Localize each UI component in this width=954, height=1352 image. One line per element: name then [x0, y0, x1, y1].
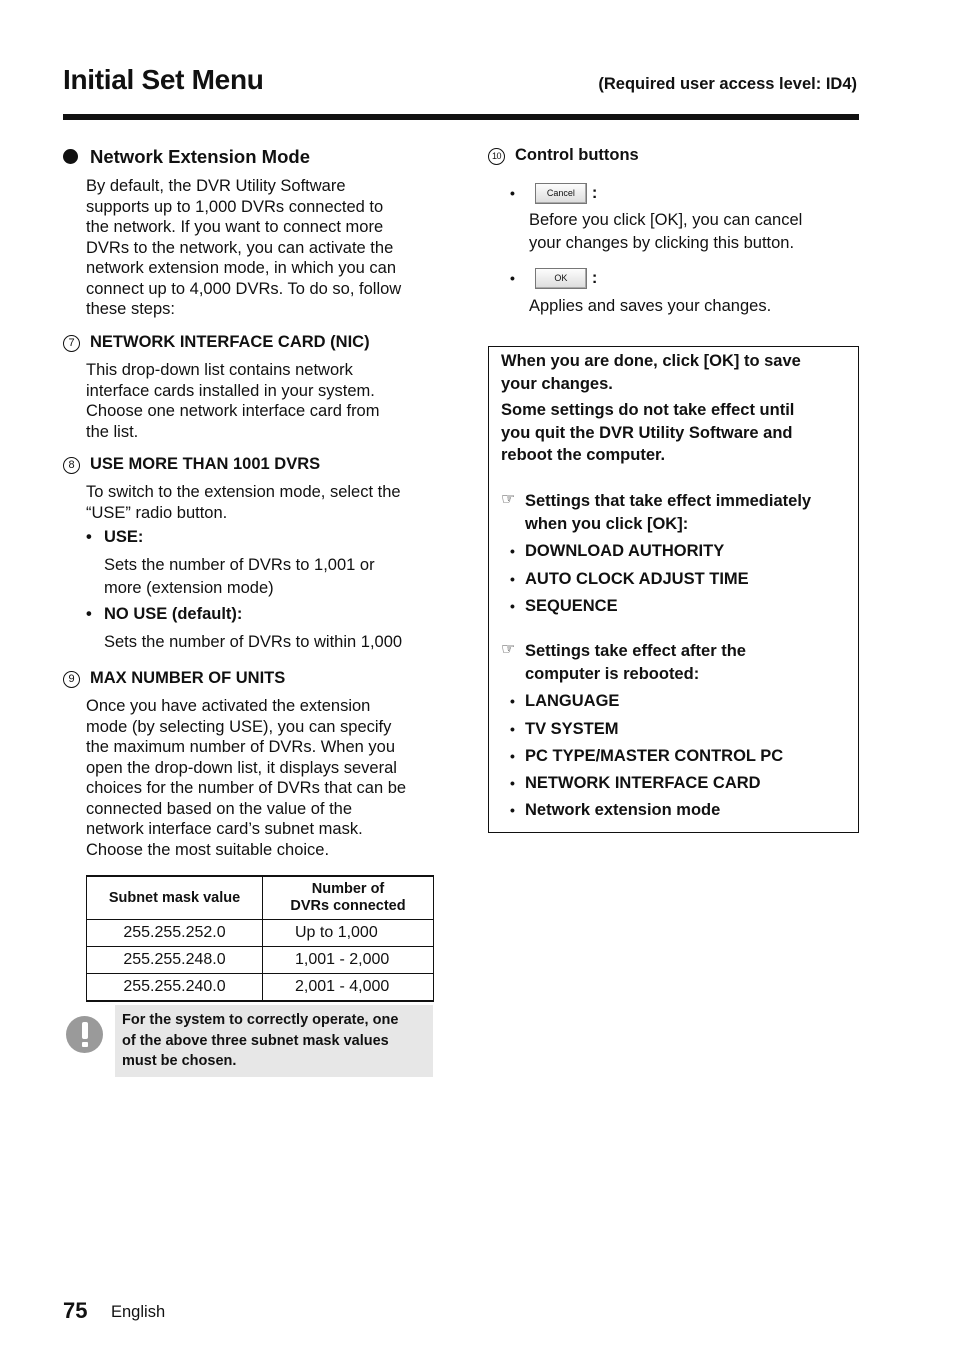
intro-paragraph: By default, the DVR Utility Software supports up to 1,000 DVRs connected to the network. If you want to connect more DVRs to the network, you can activate the network extension mode, in which you can connect up to 4,000 DVRs. To do so, follow these steps: — [86, 177, 402, 318]
ok-button[interactable]: OK — [535, 268, 587, 289]
list-item: • DOWNLOAD AUTHORITY — [510, 542, 725, 560]
table-cell-mask: 255.255.248.0 — [87, 947, 263, 974]
control-buttons-heading: 10 Control buttons — [488, 146, 639, 165]
table-cell-count: 2,001 - 4,000 — [263, 974, 434, 1002]
caution-icon — [66, 1016, 103, 1053]
pointing-hand-icon: ☞ — [501, 641, 516, 658]
table-row — [87, 920, 434, 947]
table-row — [87, 947, 434, 974]
footer-language: English — [111, 1303, 166, 1321]
page-number: 75 — [63, 1298, 88, 1323]
list-item: • NETWORK INTERFACE CARD — [510, 774, 761, 792]
section-7-text: This drop-down list contains network interface cards installed in your system. Choose one network interface card from the list. — [86, 361, 380, 441]
reboot-heading: Settings take effect after the computer is rebooted: — [525, 642, 746, 683]
caution-note: For the system to correctly operate, one of the above three subnet mask values must be chosen. — [115, 1005, 433, 1077]
page-title: Initial Set Menu — [63, 64, 264, 95]
header-rule — [63, 114, 859, 120]
cancel-button[interactable]: Cancel — [535, 183, 587, 204]
subnet-mask-table — [86, 875, 434, 1002]
nouse-option-label: • NO USE (default): — [86, 605, 243, 623]
use-option-text: Sets the number of DVRs to 1,001 or more (extension mode) — [104, 556, 375, 597]
ok-item: • OK : — [510, 268, 597, 289]
cancel-description: Before you click [OK], you can cancel your changes by clicking this button. — [529, 211, 803, 252]
table-cell-mask: 255.255.252.0 — [87, 920, 263, 947]
section-7-heading: 7 NETWORK INTERFACE CARD (NIC) — [63, 333, 370, 352]
number-9-icon: 9 — [63, 671, 80, 688]
access-level: (Required user access level: ID4) — [598, 75, 857, 93]
list-item: • AUTO CLOCK ADJUST TIME — [510, 570, 749, 588]
table-row — [87, 974, 434, 1002]
list-item: • PC TYPE/MASTER CONTROL PC — [510, 747, 784, 765]
number-8-icon: 8 — [63, 457, 80, 474]
bullet-dot-icon — [63, 149, 78, 164]
table-cell-count: 1,001 - 2,000 — [263, 947, 434, 974]
list-item: • SEQUENCE — [510, 597, 618, 615]
cancel-item: • Cancel : — [510, 183, 597, 204]
note-reboot-warning: Some settings do not take effect until you quit the DVR Utility Software and reboot the computer. — [501, 401, 795, 464]
number-7-icon: 7 — [63, 335, 80, 352]
list-item: • Network extension mode — [510, 801, 721, 819]
pointing-hand-icon: ☞ — [501, 491, 516, 508]
table-header-subnet: Subnet mask value — [87, 876, 263, 920]
nouse-option-text: Sets the number of DVRs to within 1,000 — [104, 633, 403, 651]
use-option-label: • USE: — [86, 528, 144, 546]
table-cell-count: Up to 1,000 — [263, 920, 434, 947]
section-9-heading: 9 MAX NUMBER OF UNITS — [63, 669, 285, 688]
list-item: • TV SYSTEM — [510, 720, 619, 738]
section-9-text: Once you have activated the extension mode (by selecting USE), you can specify the maximum number of DVRs. When you open the drop-down list, it displays several choices for the number of DVRs that can be connected based on the value of the network interface card’s subnet mask. Choose the most suitable choice. — [86, 697, 407, 859]
immediate-heading: Settings that take effect immediately when you click [OK]: — [525, 492, 812, 533]
number-10-icon: 10 — [488, 148, 505, 165]
table-header-row — [87, 876, 434, 920]
mode-heading: Network Extension Mode — [63, 146, 310, 168]
table-header-dvrs: Number of DVRs connected — [263, 876, 434, 920]
list-item: • LANGUAGE — [510, 692, 620, 710]
section-8-text: To switch to the extension mode, select the “USE” radio button. — [86, 483, 401, 522]
note-save: When you are done, click [OK] to save your changes. — [501, 352, 801, 393]
table-cell-mask: 255.255.240.0 — [87, 974, 263, 1002]
section-8-heading: 8 USE MORE THAN 1001 DVRS — [63, 455, 320, 474]
ok-description: Applies and saves your changes. — [529, 297, 772, 315]
